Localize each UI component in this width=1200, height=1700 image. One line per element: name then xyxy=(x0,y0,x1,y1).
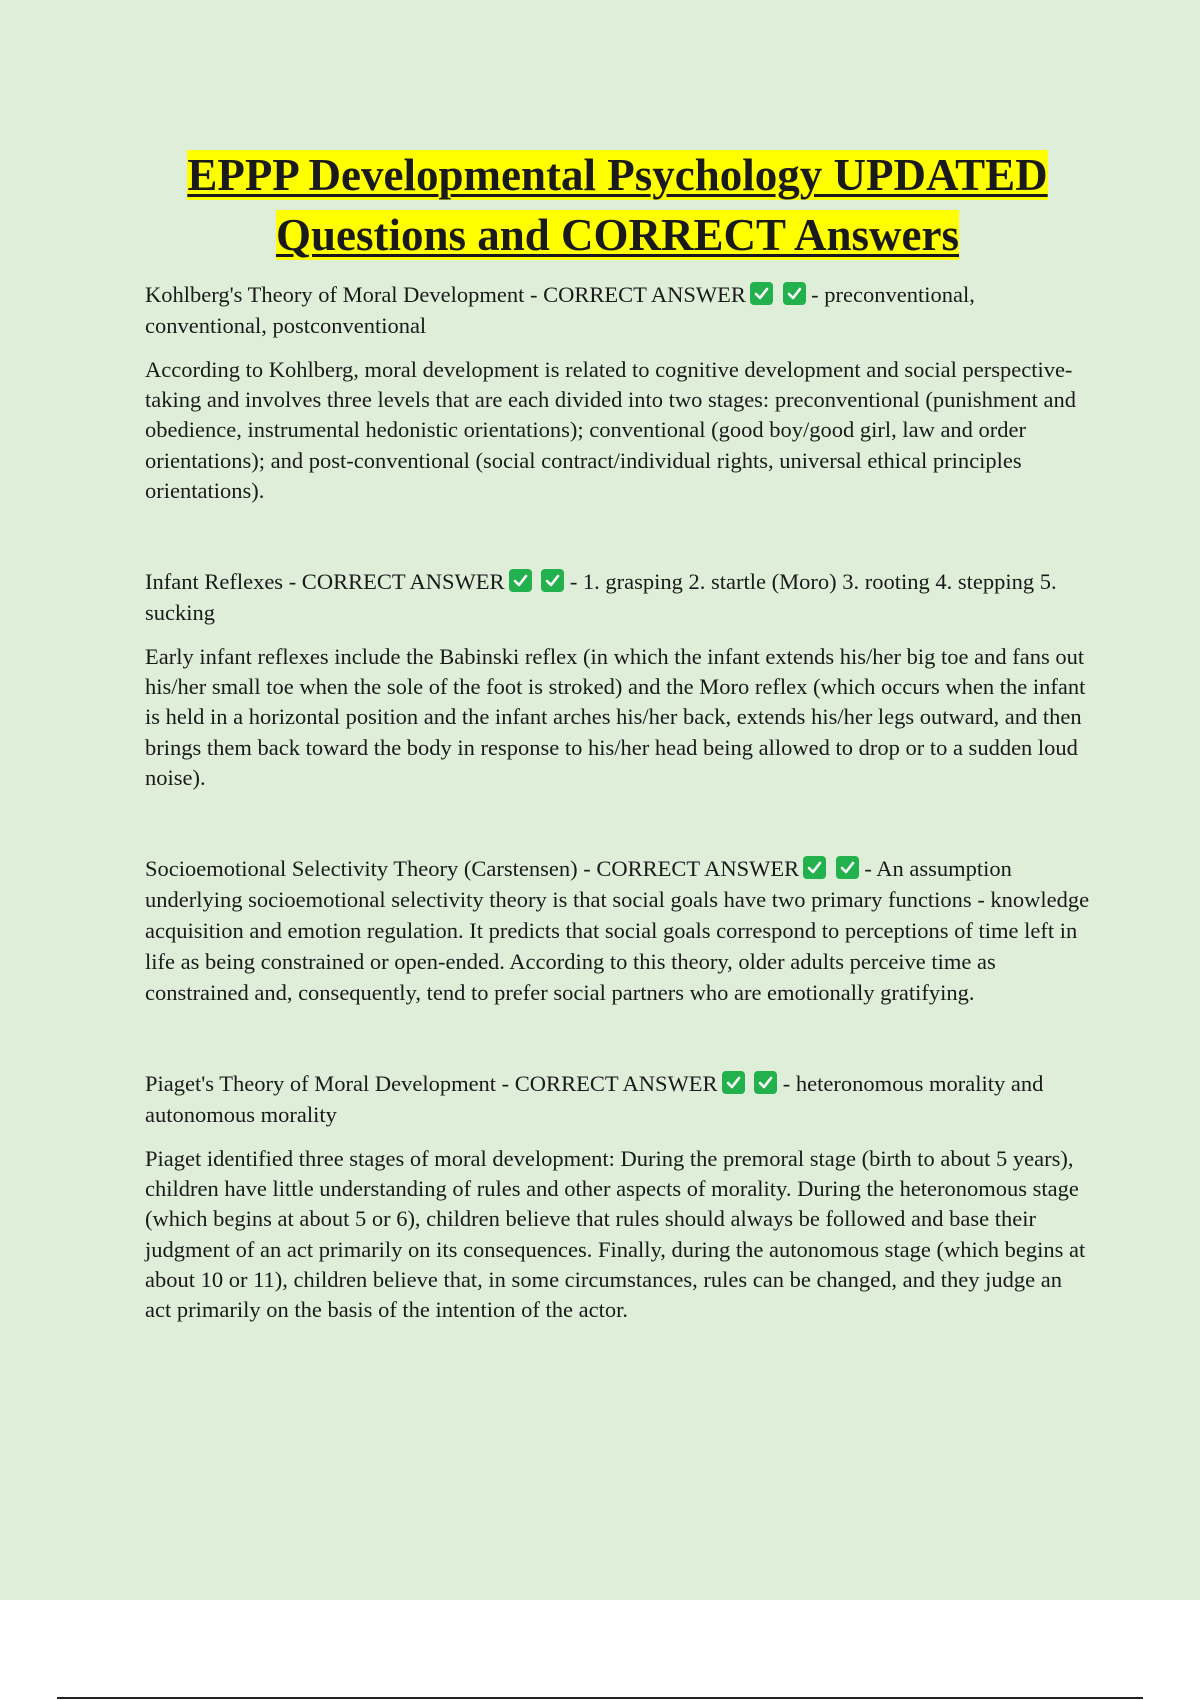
qa-item xyxy=(145,279,1090,506)
question xyxy=(145,1068,1090,1130)
check-mark-icon xyxy=(722,1071,745,1094)
explanation: According to Kohlberg, moral development is related to cognitive development and social perspective-taking and involves three levels that are each divided into two stages: preconventional (punishment and obedience, instrumental hedonistic orientations); conventional (good boy/good girl, law and order orientations); and post-conventional (social contract/individual rights, universal ethical principles orientations). xyxy=(145,357,1076,503)
question xyxy=(145,279,1090,341)
check-mark-icon xyxy=(509,569,532,592)
question xyxy=(145,566,1090,628)
question xyxy=(145,853,1090,1008)
check-mark-icon xyxy=(541,569,564,592)
question-text: Infant Reflexes - CORRECT ANSWER xyxy=(145,569,505,595)
explanation: Early infant reflexes include the Babinski reflex (in which the infant extends his/her big toe and fans out his/her small toe when the sole of the foot is stroked) and the Moro reflex (which occurs when the infant is held in a horizontal position and the infant arches his/her back, extends his/her legs outward, and then brings them back toward the body in response to his/her head being allowed to drop or to a sudden loud noise). xyxy=(145,644,1086,790)
question-text: Piaget's Theory of Moral Development - CORRECT ANSWER xyxy=(145,1071,718,1097)
answer-text: - preconventional, conventional, postconventional xyxy=(145,282,975,338)
footer-divider xyxy=(57,1697,1143,1699)
document-content xyxy=(145,145,1090,1325)
check-mark-icon xyxy=(803,856,826,879)
title-line-1: EPPP Developmental Psychology UPDATED xyxy=(187,150,1048,200)
qa-item xyxy=(145,1068,1090,1325)
check-mark-icon xyxy=(750,282,773,305)
check-mark-icon xyxy=(836,856,859,879)
document-title xyxy=(145,145,1090,265)
qa-item xyxy=(145,566,1090,793)
answer-text: - 1. grasping 2. startle (Moro) 3. rooting 4. stepping 5. sucking xyxy=(145,569,1057,626)
qa-item xyxy=(145,853,1090,1008)
check-mark-icon xyxy=(783,282,806,305)
answer-text: - An assumption underlying socioemotional selectivity theory is that social goals have two primary functions - knowledge acquisition and emotion regulation. It predicts that social goals correspond to perceptions of time left in life as being constrained or open-ended. According to this theory, older adults perceive time as constrained and, consequently, tend to prefer social partners who are emotionally gratifying. xyxy=(145,856,1090,1006)
question-text: Socioemotional Selectivity Theory (Carstensen) - CORRECT ANSWER xyxy=(145,856,800,882)
title-line-2: Questions and CORRECT Answers xyxy=(275,210,960,260)
check-mark-icon xyxy=(754,1071,777,1094)
question-text: Kohlberg's Theory of Moral Development - CORRECT ANSWER xyxy=(145,282,746,307)
answer-text: - heteronomous morality and autonomous morality xyxy=(145,1071,1044,1128)
explanation: Piaget identified three stages of moral development: During the premoral stage (birth to about 5 years), children have little understanding of rules and other aspects of morality. During the heteronomous stage (which begins at about 5 or 6), children believe that rules should always be followed and base their judgment of an act primarily on its consequences. Finally, during the autonomous stage (which begins at about 10 or 11), children believe that, in some circumstances, rules can be changed, and they judge an act primarily on the basis of the intention of the actor. xyxy=(145,1146,1086,1323)
